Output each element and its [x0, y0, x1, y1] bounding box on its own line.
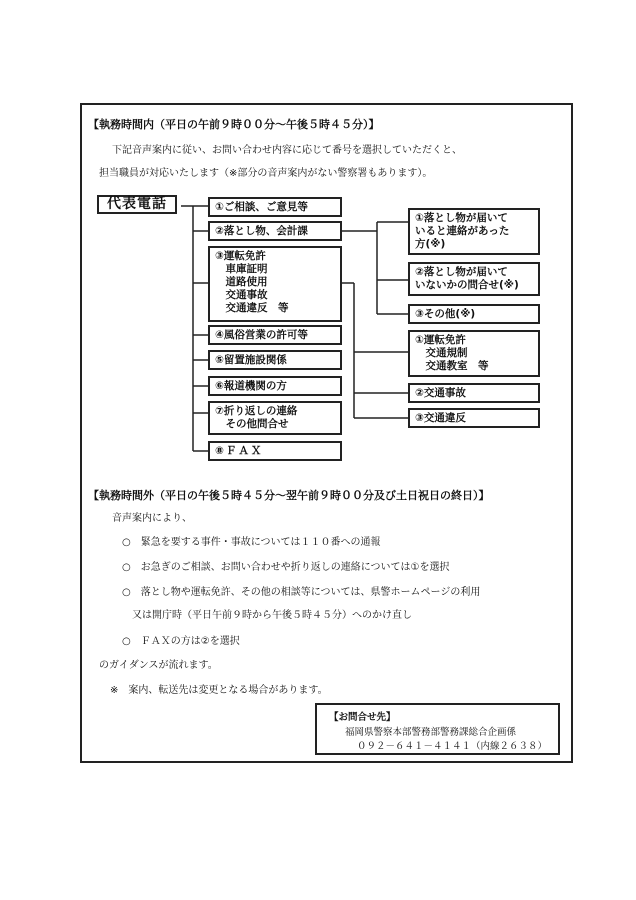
- menu-option-8: ⑧ＦＡＸ: [208, 441, 342, 461]
- off-hours-intro: 音声案内により、: [112, 513, 192, 524]
- off-hours-item-3: ○ 落とし物や運転免許、その他の相談等については、県警ホームページの利用: [122, 587, 481, 598]
- contact-label: 【お問合せ先】: [329, 712, 396, 723]
- menu-option-1: ①ご相談、ご意見等: [208, 197, 342, 217]
- intro-line-1: 下記音声案内に従い、お問い合わせ内容に応じて番号を選択していただくと、: [112, 145, 462, 156]
- heading-off-hours: 【執務時間外（平日の午後５時４５分～翌午前９時００分及び土日祝日の終日）】: [88, 489, 490, 502]
- off-hours-item-1: ○ 緊急を要する事件・事故については１１０番への通報: [122, 537, 381, 548]
- off-hours-item-4: ○ ＦＡＸの方は②を選択: [122, 636, 240, 647]
- lost-submenu-2: ②落とし物が届いて いないかの問合せ(※): [408, 262, 540, 296]
- contact-phone: ０９２－６４１－４１４１（内線２６３８）: [357, 741, 548, 752]
- lost-submenu-3: ③その他(※): [408, 304, 540, 324]
- traffic-submenu-1: ①運転免許 交通規制 交通教室 等: [408, 330, 540, 377]
- menu-option-4: ④風俗営業の許可等: [208, 325, 342, 345]
- off-hours-item-2: ○ お急ぎのご相談、お問い合わせや折り返しの連絡については①を選択: [122, 562, 450, 573]
- menu-option-3: ③運転免許 車庫証明 道路使用 交通事故 交通違反 等: [208, 246, 342, 322]
- menu-option-5: ⑤留置施設関係: [208, 350, 342, 370]
- traffic-submenu-2: ②交通事故: [408, 383, 540, 403]
- intro-line-2: 担当職員が対応いたします（※部分の音声案内がない警察署もあります）。: [99, 168, 433, 179]
- main-phone-box: 代表電話: [97, 195, 177, 214]
- menu-option-6: ⑥報道機関の方: [208, 376, 342, 396]
- traffic-submenu-3: ③交通違反: [408, 408, 540, 428]
- lost-submenu-1: ①落とし物が届いて いると連絡があった 方(※): [408, 208, 540, 255]
- menu-option-7: ⑦折り返しの連絡 その他問合せ: [208, 401, 342, 435]
- guidance-text: のガイダンスが流れます。: [99, 660, 218, 671]
- menu-option-2: ②落とし物、会計課: [208, 221, 342, 241]
- heading-on-hours: 【執務時間内（平日の午前９時００分～午後５時４５分）】: [88, 118, 380, 131]
- contact-department: 福岡県警察本部警務部警務課総合企画係: [345, 727, 517, 738]
- off-hours-item-3-cont: 又は開庁時（平日午前９時から午後５時４５分）へのかけ直し: [122, 610, 412, 621]
- change-note: ※ 案内、転送先は変更となる場合があります。: [110, 685, 328, 696]
- contact-box: [315, 703, 560, 755]
